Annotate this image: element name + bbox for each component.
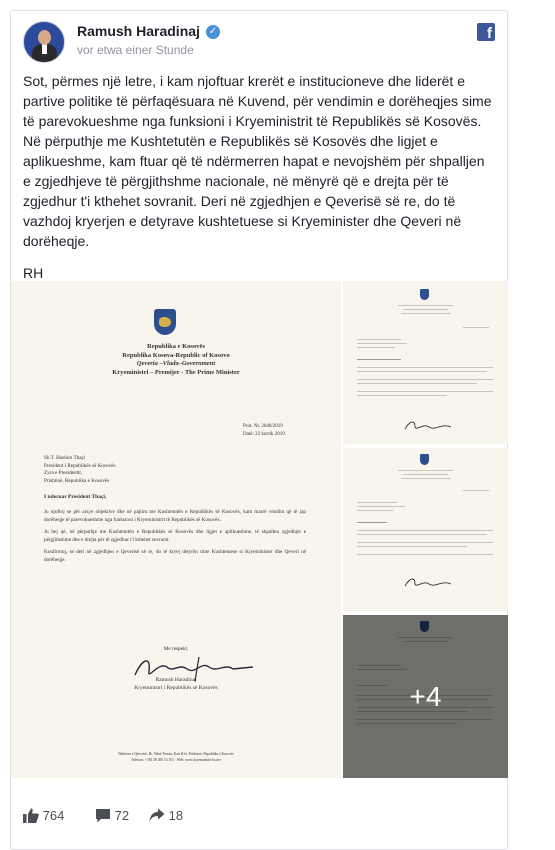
letter-header-line: Kryeministri – Premijer - The Prime Minister — [112, 368, 240, 376]
letter-recipient: Prishtinë, Republika e Kosovës — [44, 477, 110, 484]
letter-footer: Ndërtesa e Qeverisë, Rr. Nënë Tereza, Kati II-të, Prishtinë, Republika e Kosovës — [118, 752, 234, 756]
post-card — [10, 10, 508, 850]
letter-body: Ju bej që, në përputhje me Kushtetutën e Republikës së Kosovës dhe ligjet e aplikueshme, të shpallen zgjedhjet e përgjithshme dhe e drejta për të zgjedhur t'i kthehet sovranit. — [44, 529, 306, 543]
letter-photo-thumb[interactable] — [343, 281, 508, 444]
post-text — [23, 71, 493, 295]
comment-count[interactable] — [95, 807, 129, 823]
post-paragraph: Sot, përmes një letre, i kam njoftuar krerët e institucioneve dhe liderët e partive politike të përfaqësuara në Kuvend, për vendimin e dorëheqjes sime të parevokueshme nga funksioni i Kryeministrit të Republikës së Kosovës. Në përputhje me Kushtetutën e Republikës së Kosovës dhe ligjet e aplikueshme, kam ftuar që të ndërmerren hapat e nevojshëm për shpalljen e zgjedhjeve të përgjithshme nacionale, në mënyrë që e drejta për të zgjedhur t'i kthehet sovranit. Deri në zgjedhjen e Qeverisë së re, do të vazhdoj kryerjen e detyrave kushtetuese si Kryeminister dhe Qeveri në dorëheqje. — [23, 73, 492, 249]
letter-signatory-title: Kryeministri i Republikës së Kosovës — [134, 685, 218, 691]
letter-salutation: I nderuar President Thaçi, — [44, 494, 107, 500]
letter-signatory-name: Ramush Haradinaj — [155, 677, 197, 683]
author-avatar[interactable] — [23, 21, 65, 63]
letter-header-line: Republika e Kosovës — [147, 343, 205, 350]
share-arrow-icon — [149, 808, 165, 823]
letter-photo-main[interactable] — [11, 281, 341, 778]
letter-closing: Me respekt, — [163, 646, 189, 652]
facebook-logo-icon[interactable]: f — [477, 23, 495, 41]
letter-body: Konfirmoj, se deri në zgjedhjen e Qeverisë së re, do të kryej detyrën time Kushtetuese si Kryeminister dhe Qeveri në dorëheqje. — [44, 549, 306, 563]
letter-header-line: Qeveria –Vlada–Government — [136, 360, 216, 367]
kosovo-emblem-icon — [154, 309, 176, 335]
post-signature: RH — [23, 265, 44, 281]
more-photos-overlay[interactable]: +4 — [343, 615, 508, 778]
like-count[interactable] — [23, 807, 64, 823]
letter-photo-thumb[interactable] — [343, 448, 508, 611]
reaction-bar — [23, 801, 493, 831]
comment-count-text: 72 — [114, 808, 130, 824]
letter-recipient: Sh.T. Hashim Thaçi — [44, 455, 86, 461]
kosovo-emblem-icon — [420, 454, 429, 465]
letter-recipient: President i Republikës së Kosovës — [44, 462, 116, 469]
letter-date: Datë: 22 korrik 2019 — [243, 432, 285, 437]
share-count[interactable] — [149, 807, 183, 823]
verified-badge-icon: ✓ — [206, 25, 220, 39]
letter-photo-thumb-more[interactable] — [343, 615, 508, 778]
post-header — [23, 21, 495, 67]
like-count-text: 764 — [42, 808, 65, 824]
comment-icon — [95, 808, 111, 823]
handwritten-signature-icon — [403, 419, 453, 433]
photo-gallery — [11, 281, 508, 779]
letter-recipient: Zyra e Presidentit, — [44, 470, 83, 476]
thumbs-up-icon — [23, 808, 39, 823]
letter-prot-number: Prot. Nr. 2640/2019 — [243, 424, 283, 429]
handwritten-signature-icon — [403, 576, 453, 590]
author-name[interactable]: Ramush Haradinaj — [77, 23, 200, 39]
kosovo-emblem-icon — [420, 289, 429, 300]
letter-footer: Telefoni: +381 38 200 14 101 · Web: www.kryeministri-ks.net — [131, 758, 221, 762]
letter-body: Ju njoftoj se për arsye objektive dhe në pajtim me Kushtetutën e Republikës së Kosovës, kam marrë vendim që të jap dorëheqje të parevokueshme nga funksioni i Kryeministrit të Republikës së Kosovës. — [44, 509, 306, 523]
letter-header-line: Republika Kosova-Republic of Kosovo — [122, 351, 230, 359]
share-count-text: 18 — [168, 808, 184, 824]
post-timestamp[interactable]: vor etwa einer Stunde — [77, 43, 194, 57]
